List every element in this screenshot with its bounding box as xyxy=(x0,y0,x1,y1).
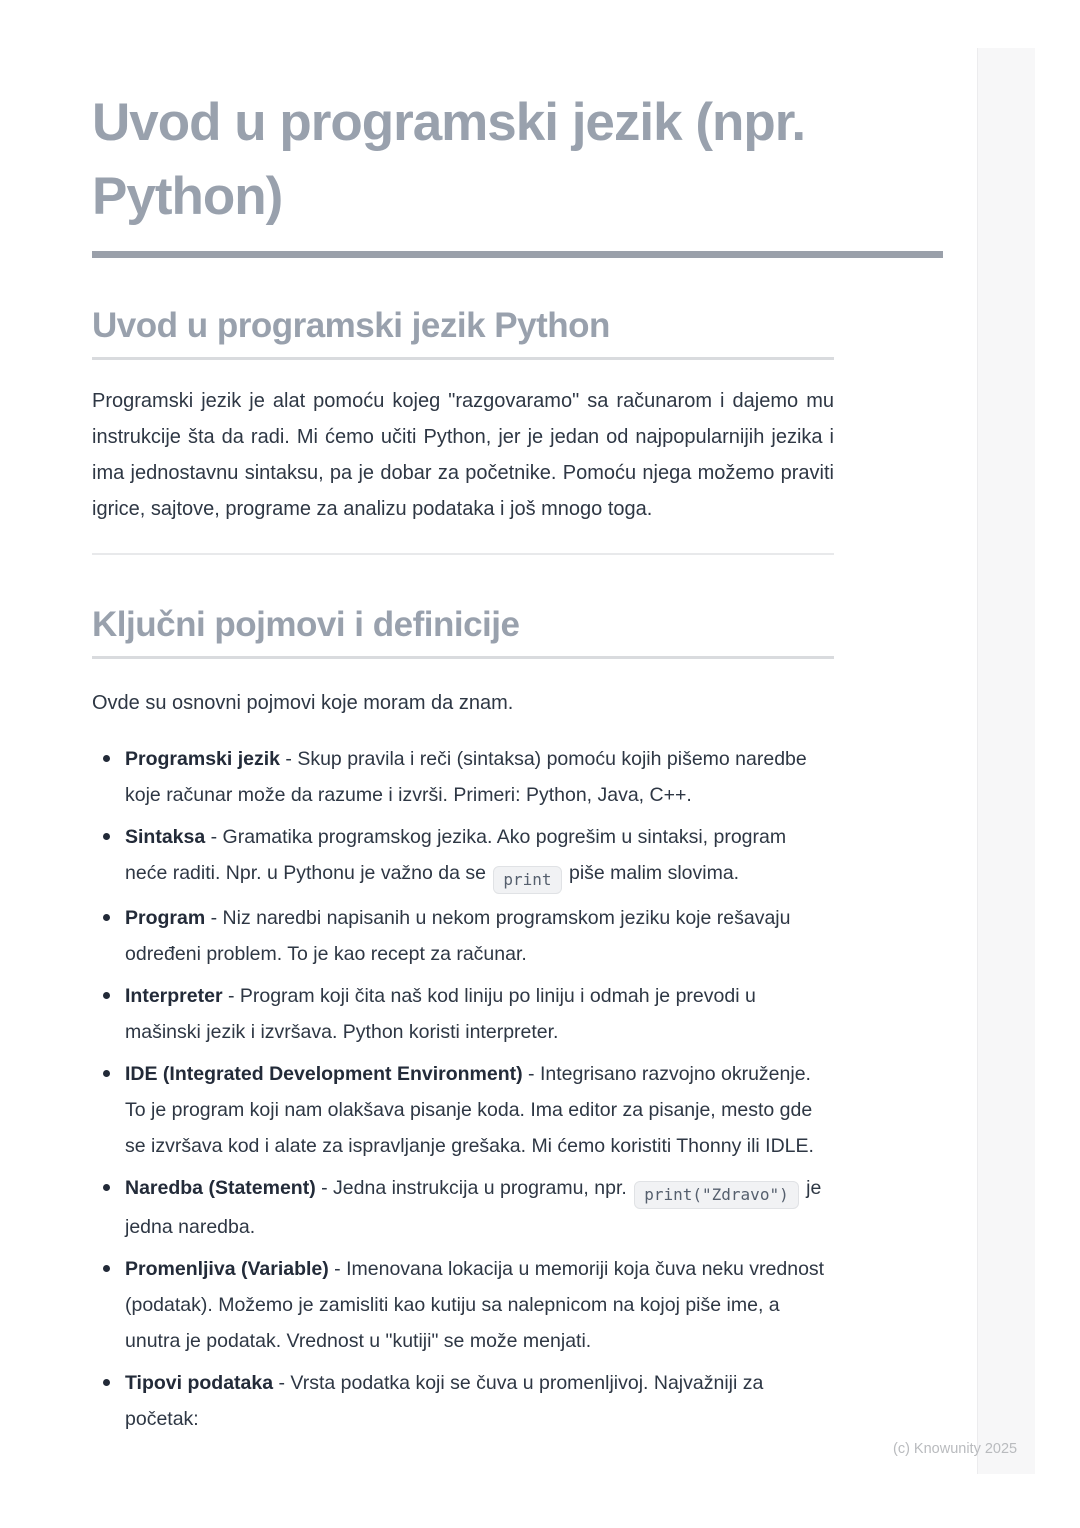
term-label: Promenljiva (Variable) xyxy=(125,1258,329,1280)
section-heading-key-terms: Ključni pojmovi i definicije xyxy=(92,603,834,659)
definition-item: Interpreter - Program koji čita naš kod liniju po liniju i odmah je prevodi u mašinski jezik i izvršava. Python koristi interpreter. xyxy=(125,978,827,1050)
term-label: Naredba (Statement) xyxy=(125,1177,316,1199)
term-label: Interpreter xyxy=(125,985,223,1007)
section-key-terms xyxy=(92,603,943,1437)
term-label: IDE (Integrated Development Environment) xyxy=(125,1063,523,1085)
section-heading-python-intro: Uvod u programski jezik Python xyxy=(92,304,834,360)
term-label: Sintaksa xyxy=(125,826,206,848)
definitions-list xyxy=(92,741,834,1437)
terms-intro: Ovde su osnovni pojmovi koje moram da znam. xyxy=(92,692,514,714)
document-page xyxy=(92,0,943,1443)
term-label: Tipovi podataka xyxy=(125,1372,274,1394)
scrollbar-track[interactable] xyxy=(977,48,1035,1474)
title-underline xyxy=(92,251,943,258)
definition-item: Naredba (Statement) - Jedna instrukcija u programu, npr. print("Zdravo") je jedna naredba. xyxy=(125,1170,827,1245)
definition-item: Program - Niz naredbi napisanih u nekom programskom jeziku koje rešavaju određeni problem. To je kao recept za računar. xyxy=(125,900,827,972)
definition-item: Tipovi podataka - Vrsta podatka koji se čuva u promenljivoj. Najvažniji za početak: xyxy=(125,1365,827,1437)
inline-code: print("Zdravo") xyxy=(634,1181,799,1209)
inline-code: print xyxy=(493,866,561,894)
section-python-intro xyxy=(92,304,943,527)
definition-item: Programski jezik - Skup pravila i reči (sintaksa) pomoću kojih pišemo naredbe koje računar može da razume i izvrši. Primeri: Python, Java, C++. xyxy=(125,741,827,813)
intro-paragraph: Programski jezik je alat pomoću kojeg "razgovaramo" sa računarom i dajemo mu instrukcije šta da radi. Mi ćemo učiti Python, jer je jedan od najpopularnijih jezika i ima jednostavnu sintaksu, pa je dobar za početnike. Pomoću njega možemo praviti igrice, sajtove, programe za analizu podataka i još mnogo toga. xyxy=(92,390,834,520)
term-label: Programski jezik xyxy=(125,748,280,770)
definition-item: Promenljiva (Variable) - Imenovana lokacija u memoriji koja čuva neku vrednost (podatak). Možemo je zamisliti kao kutiju sa nalepnicom na kojoj piše ime, a unutra je podatak. Vrednost u "kutiji" se može menjati. xyxy=(125,1251,827,1359)
copyright-watermark: (c) Knowunity 2025 xyxy=(893,1441,1018,1457)
term-label: Program xyxy=(125,907,206,929)
definition-item: IDE (Integrated Development Environment) - Integrisano razvojno okruženje. To je program koji nam olakšava pisanje koda. Ima editor za pisanje, mesto gde se izvršava kod i alate za ispravljanje grešaka. Mi ćemo koristiti Thonny ili IDLE. xyxy=(125,1056,827,1164)
section-divider xyxy=(92,553,834,555)
definition-item: Sintaksa - Gramatika programskog jezika. Ako pogrešim u sintaksi, program neće raditi. Npr. u Pythonu je važno da se print piše malim slovima. xyxy=(125,819,827,894)
document-title: Uvod u programski jezik (npr. Python) xyxy=(92,93,806,226)
